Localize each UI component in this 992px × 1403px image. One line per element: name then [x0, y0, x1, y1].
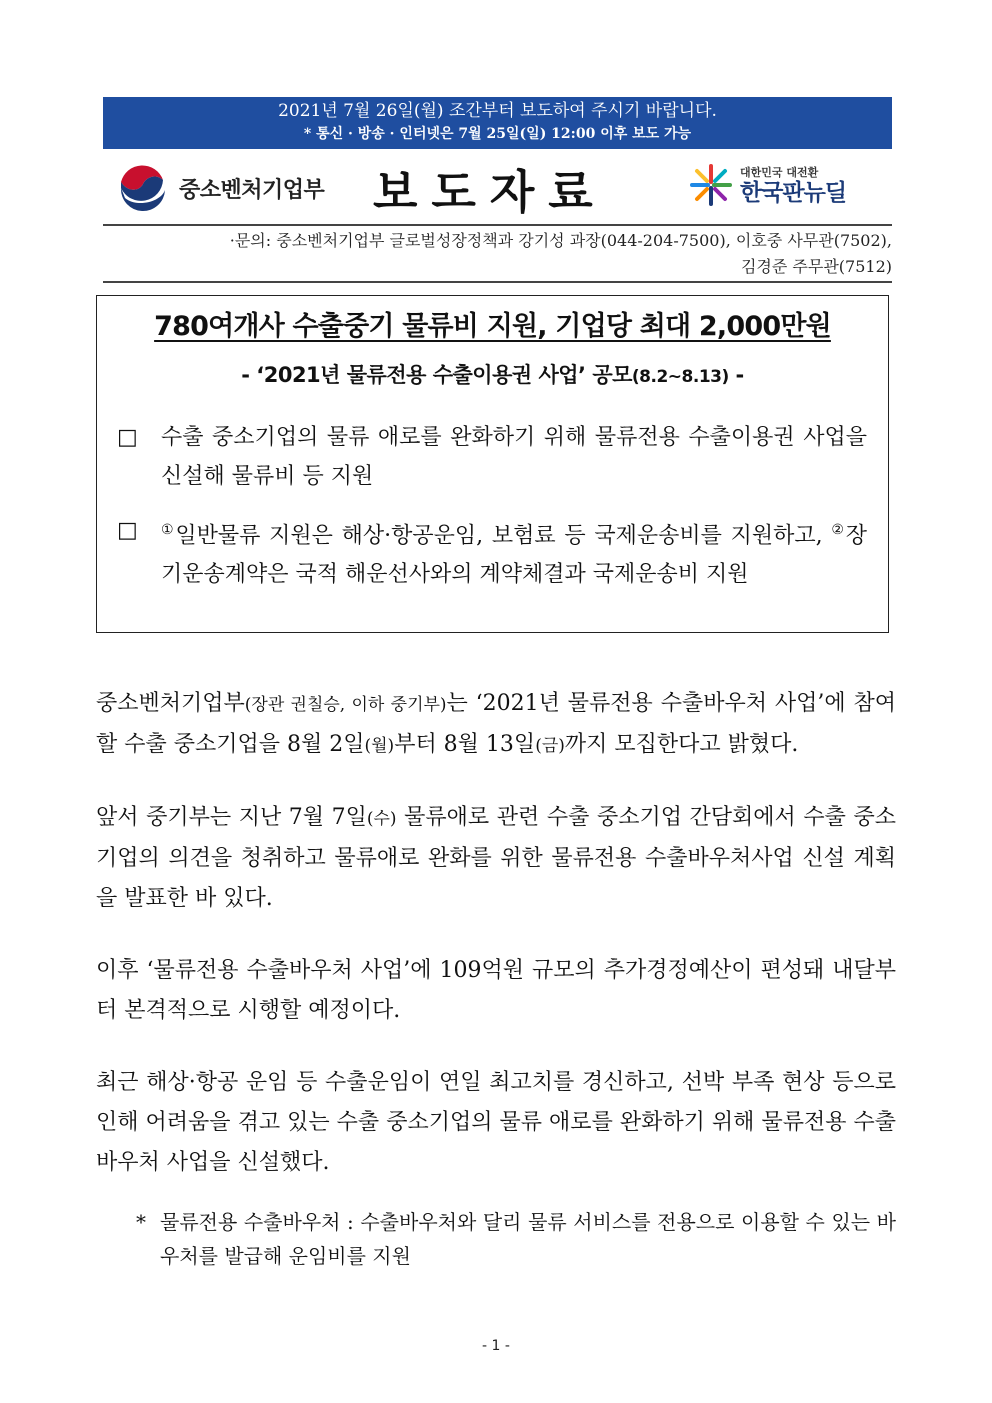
taegeuk-icon: [117, 162, 169, 214]
bullet-part1: 일반물류 지원은 해상·항공운임, 보험료 등 국제운송비를 지원하고,: [175, 523, 832, 549]
subhead-main: - ‘2021년 물류전용 수출이용권 사업’ 공모: [241, 363, 632, 387]
headline-text: 780여개사 수출중기 물류비 지원, 기업당 최대 2,000만원: [154, 311, 831, 342]
newdeal-logo: [688, 162, 846, 208]
starburst-icon: [688, 162, 734, 208]
p1-small: (장관 권칠승, 이하 중기부): [244, 695, 447, 715]
divider: [103, 224, 892, 226]
subheadline: [97, 359, 888, 389]
contact-line1: ·문의: 중소벤처기업부 글로벌성장정책과 강기성 과장(044-204-7500), 이호중 사무관(7502),: [229, 231, 892, 250]
body-text: [96, 684, 896, 1273]
p1-c: 부터 8월 13일: [394, 732, 536, 757]
circled-one: ①: [161, 522, 176, 538]
list-item: [117, 511, 867, 594]
p2-a: 앞서 중기부는 지난 7월 7일: [96, 805, 367, 830]
paragraph: 최근 해상·항공 운임 등 수출운임이 연일 최고치를 경신하고, 선박 부족 현상 등으로 인해 어려움을 겪고 있는 수출 중소기업의 물류 애로를 완화하기 위해 물류전용 수출바우처 사업을 신설했다.: [96, 1070, 896, 1175]
contact-line2: 김경준 주무관(7512): [740, 257, 892, 276]
subhead-end: -: [728, 363, 744, 387]
embargo-line2: * 통신 · 방송 · 인터넷은 7월 25일(일) 12:00 이후 보도 가능: [303, 126, 692, 142]
summary-box: [96, 295, 889, 633]
p1-a: 중소벤처기업부: [96, 691, 245, 716]
embargo-notice: [103, 97, 892, 149]
p1-small2: (월): [364, 736, 395, 756]
footnote-text: 물류전용 수출바우처 : 수출바우처와 달리 물류 서비스를 전용으로 이용할 수 있는 바우처를 발급해 운임비를 지원: [160, 1210, 896, 1268]
bullet-text: [161, 511, 867, 594]
headline: [97, 304, 888, 343]
contact-info: [103, 228, 892, 280]
list-item: [117, 418, 867, 496]
square-bullet-icon: □: [117, 425, 138, 450]
asterisk-mark: *: [136, 1210, 146, 1234]
circled-two: ②: [831, 522, 846, 538]
p2-b: 물류애로 관련 수출 중소기업 간담회에서 수출 중소기업의 의견을 청취하고 물류애로 완화를 위한 물류전용 수출바우처사업 신설 계획을 발표한 바 있다.: [96, 805, 896, 911]
newdeal-small: 대한민국 대전환: [740, 166, 819, 179]
ministry-name: 중소벤처기업부: [179, 177, 325, 203]
paragraph: [96, 684, 896, 766]
ministry-logo: [117, 162, 324, 214]
paragraph: [96, 798, 896, 919]
paragraph: 이후 ‘물류전용 수출바우처 사업’에 109억원 규모의 추가경정예산이 편성돼 내달부터 본격적으로 시행할 예정이다.: [96, 958, 896, 1023]
bullet-text: 수출 중소기업의 물류 애로를 완화하기 위해 물류전용 수출이용권 사업을 신설해 물류비 등 지원: [161, 425, 867, 489]
subhead-date: (8.2~8.13): [631, 367, 729, 387]
p2-small: (수): [366, 809, 397, 829]
square-bullet-icon: □: [117, 518, 138, 543]
summary-bullets: [117, 418, 867, 609]
p1-small3: (금): [535, 736, 565, 756]
release-title: 보도자료: [373, 165, 607, 219]
p1-b: 는 ‘2021년 물류전용 수출바우처 사업’에 참여할 수출 중소기업을 8월 2일: [96, 691, 896, 757]
page-number: - 1 -: [482, 1338, 510, 1354]
footnote: [136, 1205, 896, 1273]
p1-d: 까지 모집한다고 밝혔다.: [564, 732, 799, 757]
divider: [103, 281, 892, 283]
bullet-part2: 장기운송계약은 국적 해운선사와의 계약체결과 국제운송비 지원: [161, 523, 867, 588]
brand-header: [103, 152, 892, 222]
newdeal-big: 한국판뉴딜: [740, 180, 847, 206]
embargo-line1: 2021년 7월 26일(월) 조간부터 보도하여 주시기 바랍니다.: [278, 101, 717, 121]
